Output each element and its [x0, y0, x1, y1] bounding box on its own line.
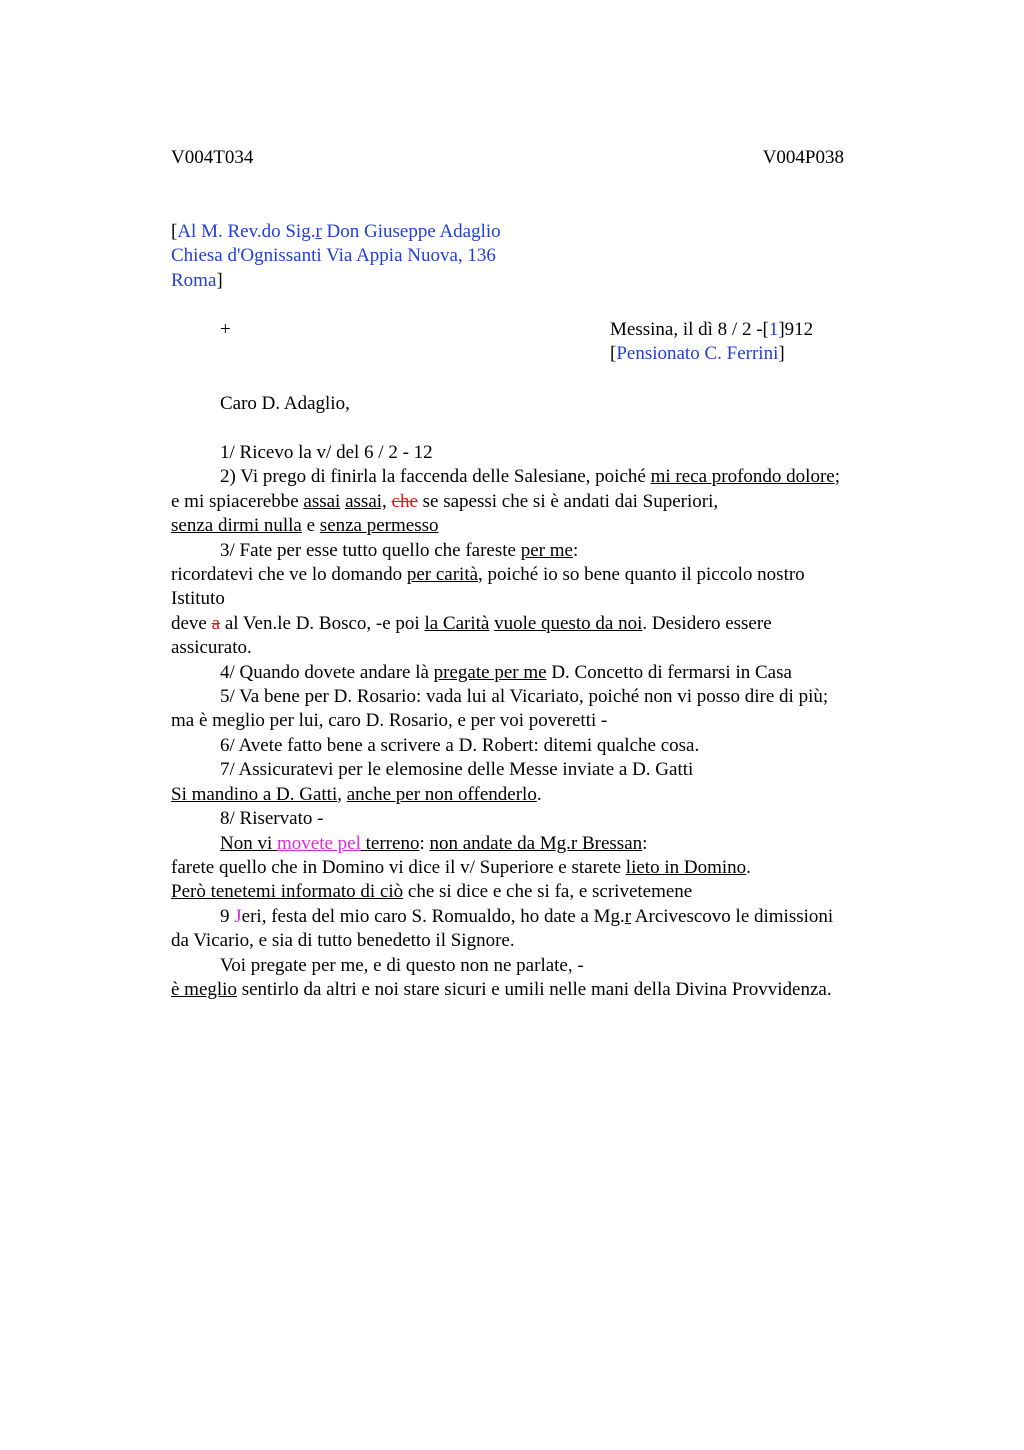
paragraph-2-line-2: e mi spiacerebbe assai assai, che se sapessi che si è andati dai Superiori,	[171, 490, 719, 512]
paragraph-8: 8/ Riservato -	[220, 808, 324, 830]
paragraph-9-line-2: da Vicario, e sia di tutto benedetto il Signore.	[171, 930, 515, 952]
paragraph-9: 9 Jeri, festa del mio caro S. Romualdo, ho date a Mg.r Arcivescovo le dimissioni	[220, 905, 834, 927]
paragraph-6: 6/ Avete fatto bene a scrivere a D. Robert: ditemi qualche cosa.	[220, 734, 700, 756]
paragraph-4: 4/ Quando dovete andare là pregate per me D. Concetto di fermarsi in Casa	[220, 661, 792, 683]
paragraph-3-line-5: assicurato.	[171, 637, 252, 659]
cross-mark: +	[220, 319, 231, 340]
paragraph-3: 3/ Fate per esse tutto quello che fareste per me:	[220, 539, 579, 561]
letter-body	[171, 441, 911, 1002]
paragraph-7-line-2: Si mandino a D. Gatti, anche per non offenderlo.	[171, 783, 542, 805]
paragraph-7: 7/ Assicuratevi per le elemosine delle Messe inviate a D. Gatti	[220, 759, 694, 781]
paragraph-8-line-3: farete quello che in Domino vi dice il v/ Superiore e starete lieto in Domino.	[171, 856, 751, 878]
left-code: V004T034	[171, 147, 254, 168]
date-line: Messina, il dì 8 / 2 -[1]912	[610, 319, 814, 340]
paragraph-1: 1/ Ricevo la v/ del 6 / 2 - 12	[220, 442, 433, 463]
address-line-3: Roma]	[171, 269, 223, 291]
paragraph-5-line-2: ma è meglio per lui, caro D. Rosario, e per voi poveretti -	[171, 710, 608, 732]
paragraph-8-line-4: Però tenetemi informato di ciò che si dice e che si fa, e scrivetemene	[171, 881, 693, 903]
address-block	[171, 220, 501, 293]
address-line-1: [Al M. Rev.do Sig.r Don Giuseppe Adaglio	[171, 221, 501, 242]
address-line-2: Chiesa d'Ognissanti Via Appia Nuova, 136	[171, 245, 496, 267]
paragraph-5: 5/ Va bene per D. Rosario: vada lui al Vicariato, poiché non vi posso dire di più;	[220, 686, 829, 708]
paragraph-2: 2) Vi prego di finirla la faccenda delle Salesiane, poiché mi reca profondo dolore;	[220, 466, 841, 488]
place-line: [Pensionato C. Ferrini]	[610, 343, 785, 365]
paragraph-8-line-2: Non vi movete pel terreno: non andate da Mg.r Bressan:	[220, 832, 648, 854]
paragraph-3-line-3: Istituto	[171, 588, 225, 610]
salutation: Caro D. Adaglio,	[220, 393, 350, 414]
document-codes	[171, 146, 844, 170]
paragraph-3-line-4: deve a al Ven.le D. Bosco, -e poi la Carità vuole questo da noi. Desidero essere	[171, 612, 772, 634]
paragraph-10-line-2: è meglio sentirlo da altri e noi stare sicuri e umili nelle mani della Divina Provvidenza.	[171, 978, 832, 1000]
paragraph-3-line-2: ricordatevi che ve lo domando per carità, poiché io so bene quanto il piccolo nostro	[171, 564, 805, 586]
date-block	[610, 318, 813, 367]
paragraph-10: Voi pregate per me, e di questo non ne parlate, -	[220, 954, 584, 976]
paragraph-2-line-3: senza dirmi nulla e senza permesso	[171, 515, 439, 537]
right-code: V004P038	[762, 147, 844, 168]
